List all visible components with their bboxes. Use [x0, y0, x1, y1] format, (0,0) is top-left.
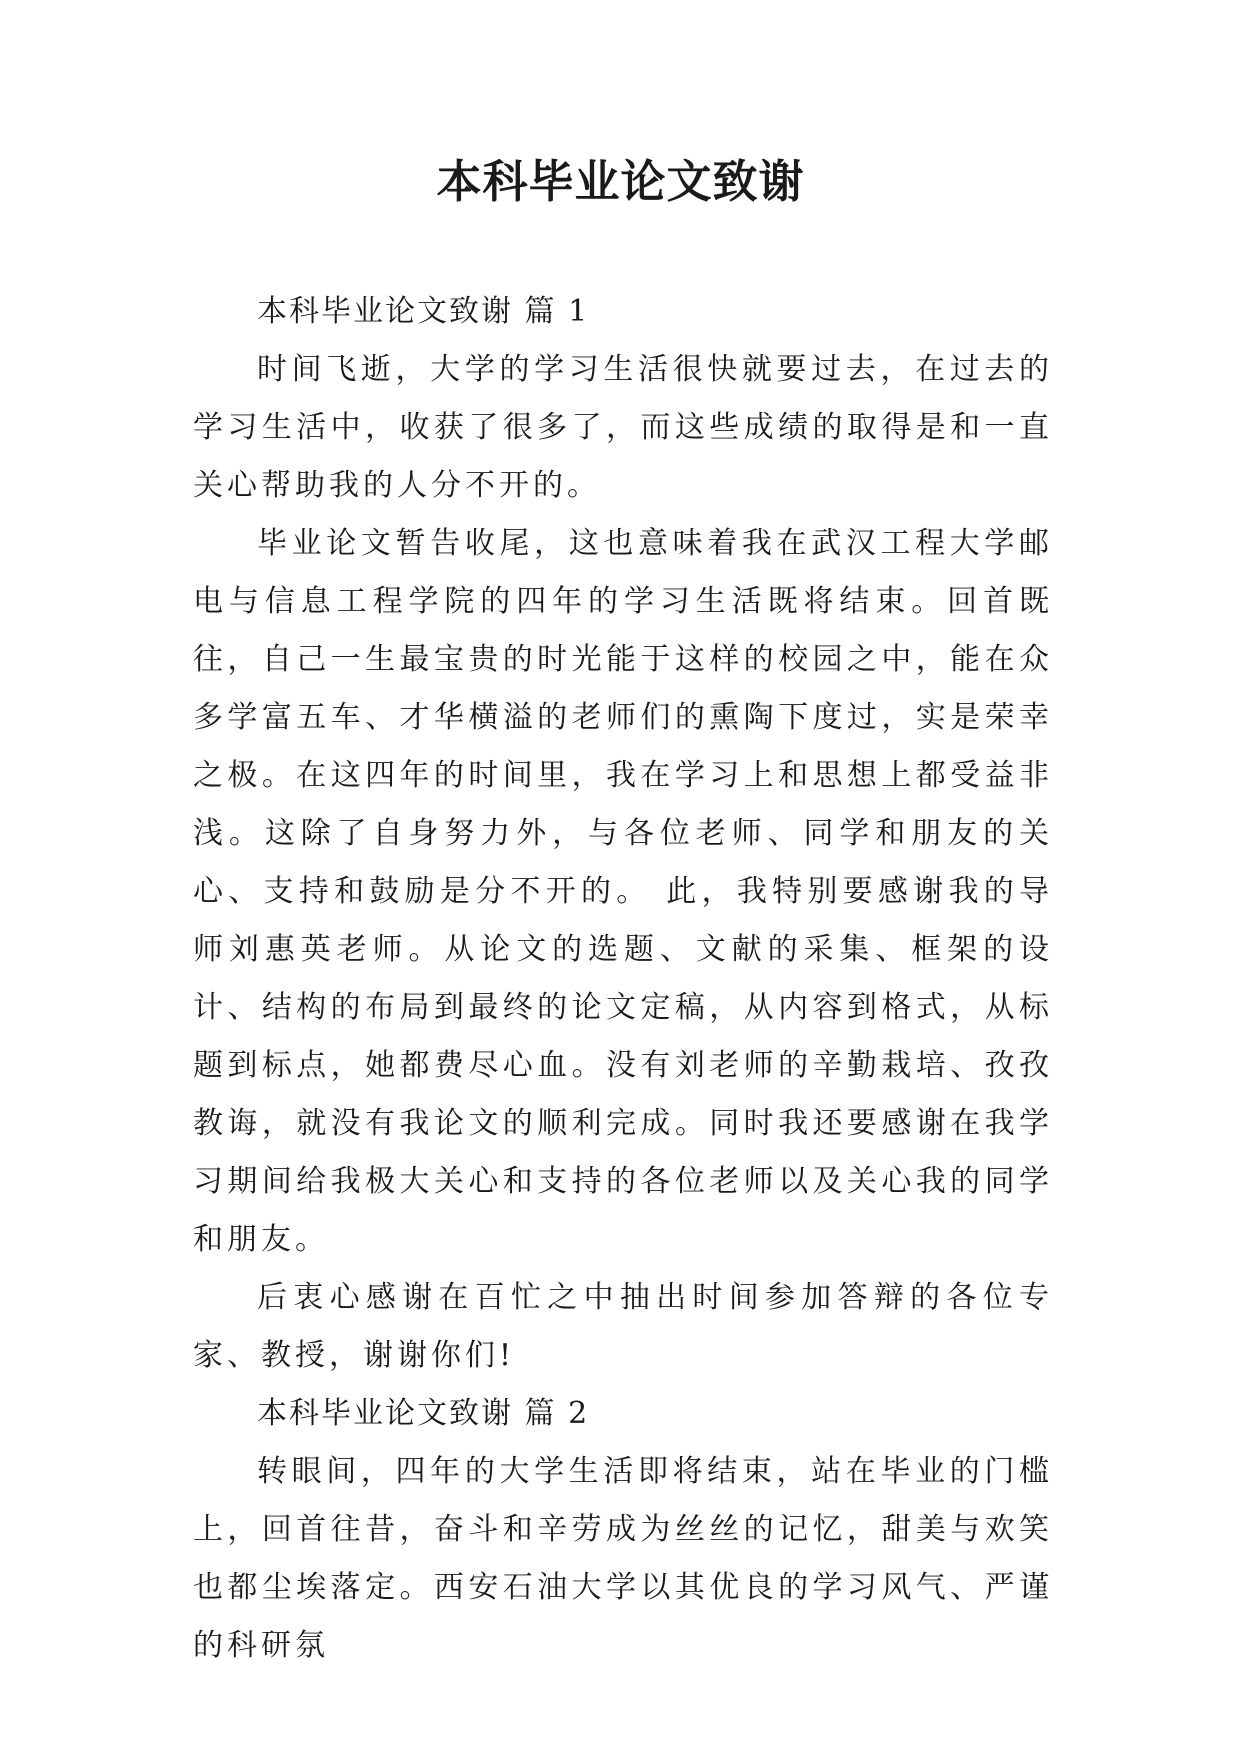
document-body: [193, 283, 1053, 1675]
paragraph: 时间飞逝，大学的学习生活很快就要过去，在过去的学习生活中，收获了很多了，而这些成绩的取得是和一直关心帮助我的人分不开的。: [193, 352, 1053, 503]
paragraph: 毕业论文暂告收尾，这也意味着我在武汉工程大学邮电与信息工程学院的四年的学习生活既将结束。回首既往，自己一生最宝贵的时光能于这样的校园之中，能在众多学富五车、才华横溢的老师们的熏陶下度过，实是荣幸之极。在这四年的时间里，我在学习上和思想上都受益非浅。这除了自身努力外，与各位老师、同学和朋友的关心、支持和鼓励是分不开的。 此，我特别要感谢我的导师刘惠英老师。从论文的选题、文献的采集、框架的设计、结构的布局到最终的论文定稿，从内容到格式，从标题到标点，她都费尽心血。没有刘老师的辛勤栽培、孜孜教诲，就没有我论文的顺利完成。同时我还要感谢在我学习期间给我极大关心和支持的各位老师以及关心我的同学和朋友。: [193, 526, 1053, 1257]
section-heading: 本科毕业论文致谢 篇 2: [257, 1396, 590, 1431]
paragraph: 后衷心感谢在百忙之中抽出时间参加答辩的各位专家、教授，谢谢你们!: [193, 1280, 1053, 1373]
section-heading: 本科毕业论文致谢 篇 1: [257, 294, 590, 329]
document-title: 本科毕业论文致谢: [436, 155, 805, 208]
paragraph: 转眼间，四年的大学生活即将结束，站在毕业的门槛上，回首往昔，奋斗和辛劳成为丝丝的记忆，甜美与欢笑也都尘埃落定。西安石油大学以其优良的学习风气、严谨的科研氛: [193, 1454, 1053, 1663]
